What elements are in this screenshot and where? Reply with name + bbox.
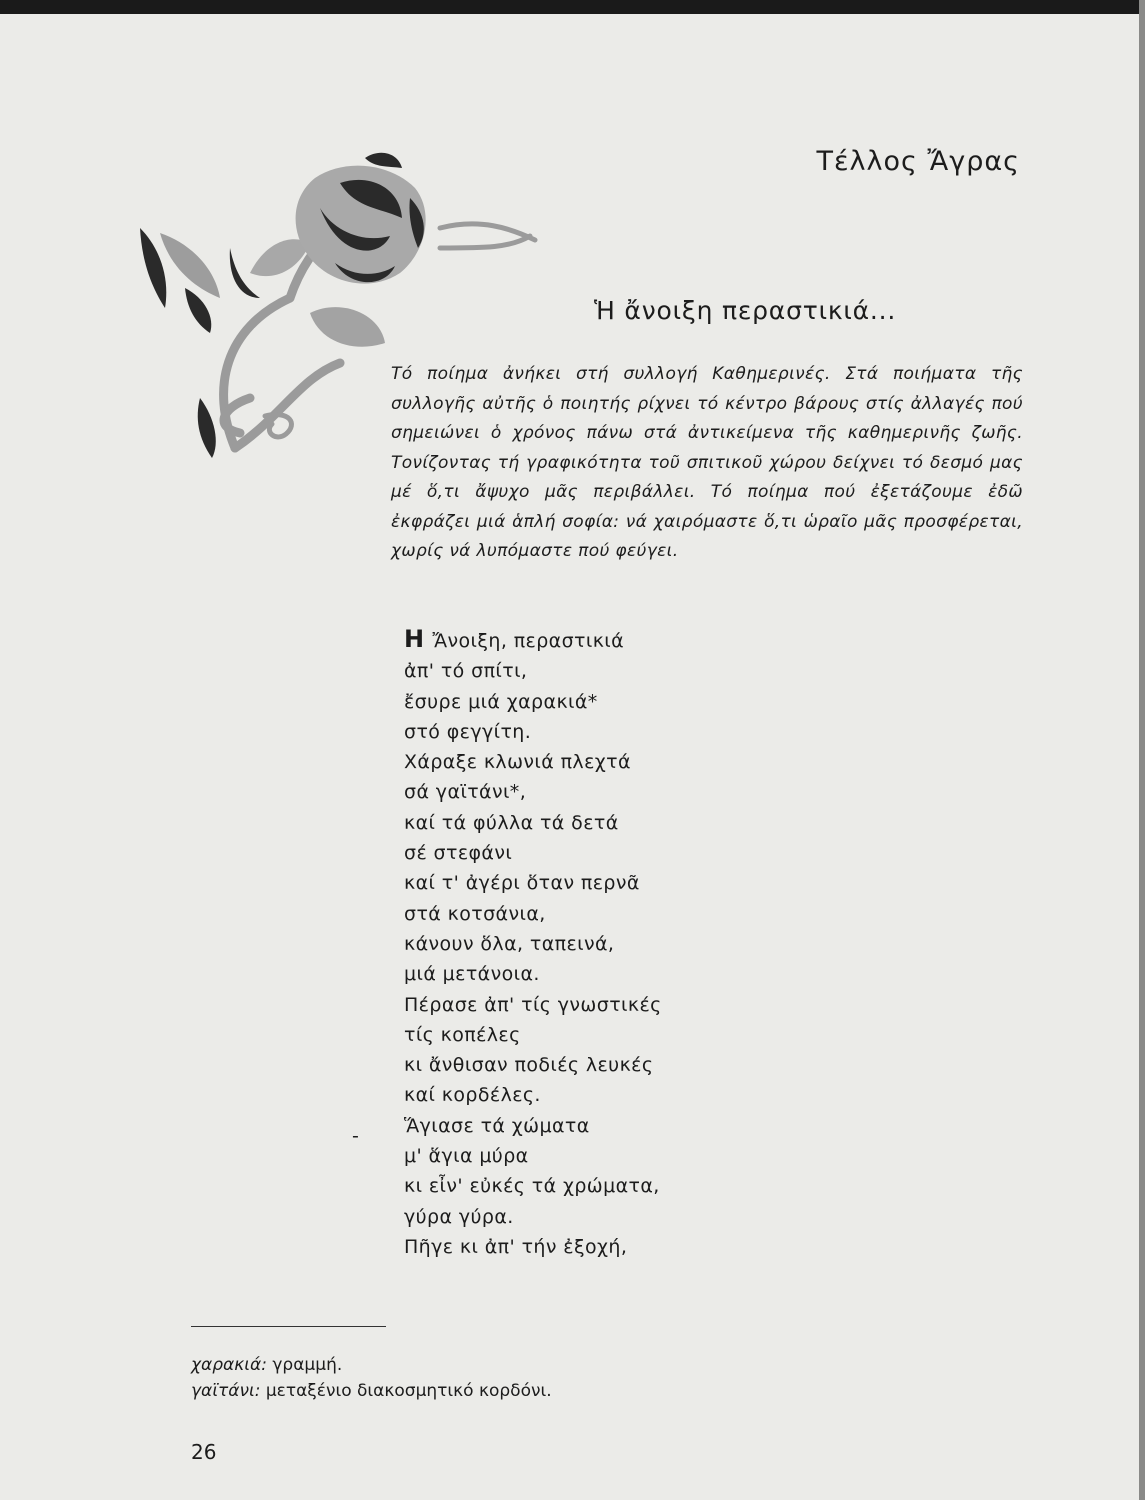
poem-body bbox=[404, 624, 662, 1262]
poem-first-line: Ἄνοιξη, περαστικιά bbox=[432, 630, 625, 652]
footnote-item bbox=[191, 1352, 552, 1378]
margin-dash: - bbox=[352, 1125, 359, 1147]
intro-paragraph: Τό ποίημα ἀνήκει στή συλλογή Καθημερινές. Στά ποιήματα τῆς συλλογῆς αὐτῆς ὁ ποιητής ρίχνει τό κέντρο βάρους στίς ἀλλαγές πού σημειώνει ὁ χρόνος πάνω στά ἀντικείμενα τῆς καθημερινῆς ζωῆς. Τονίζοντας τή γραφικότητα τοῦ σπιτικοῦ χώρου δείχνει τό δεσμό μας μέ ὅ,τι ἄψυχο μᾶς περιβάλλει. Τό ποίημα πού ἐξετάζουμε ἐδῶ ἐκφράζει μιά ἁπλή σοφία: νά χαιρόμαστε ὅ,τι ὡραῖο μᾶς προσφέρεται, χωρίς νά λυπόμαστε πού φεύγει. bbox=[391, 364, 1023, 561]
page-number: 26 bbox=[191, 1440, 217, 1464]
poem-line: κάνουν ὅλα, ταπεινά, bbox=[404, 932, 615, 955]
poem-line: καί τά φύλλα τά δετά bbox=[404, 811, 619, 834]
poem-line: Πέρασε ἀπ' τίς γνωστικές bbox=[404, 993, 662, 1016]
footnote-term: γαϊτάνι: bbox=[191, 1381, 261, 1401]
footnote-rule bbox=[191, 1326, 386, 1327]
poem-line: τίς κοπέλες bbox=[404, 1023, 521, 1046]
poem-line: στό φεγγίτη. bbox=[404, 720, 532, 743]
poem-line: Χάραξε κλωνιά πλεχτά bbox=[404, 751, 631, 774]
poem-line: Πῆγε κι ἀπ' τήν ἐξοχή, bbox=[404, 1235, 628, 1258]
poem-line: μ' ἅγια μύρα bbox=[404, 1145, 529, 1168]
footnote-item bbox=[191, 1378, 552, 1404]
footnotes bbox=[191, 1352, 552, 1404]
poem-line: γύρα γύρα. bbox=[404, 1205, 514, 1228]
poem-line: σέ στεφάνι bbox=[404, 842, 513, 865]
poem-line: κι ἄνθισαν ποδιές λευκές bbox=[404, 1054, 654, 1077]
footnote-definition: γραμμή. bbox=[272, 1355, 343, 1375]
poem-title: Ἡ ἄνοιξη περαστικιά... bbox=[594, 296, 897, 325]
scan-top-edge bbox=[0, 0, 1145, 14]
poem-line: ἀπ' τό σπίτι, bbox=[404, 660, 528, 683]
footnote-definition: μεταξένιο διακοσμητικό κορδόνι. bbox=[265, 1381, 552, 1401]
poem-line: Ἅγιασε τά χώματα bbox=[404, 1114, 590, 1137]
footnote-term: χαρακιά: bbox=[191, 1355, 267, 1375]
poem-line: μιά μετάνοια. bbox=[404, 963, 540, 986]
poem-line: κι εἶν' εὐκές τά χρώματα, bbox=[404, 1175, 660, 1198]
poem-line: καί τ' ἀγέρι ὅταν περνᾶ bbox=[404, 872, 640, 895]
poem-dropcap: Η bbox=[404, 625, 425, 653]
poem-line: στά κοτσάνια, bbox=[404, 902, 546, 925]
poem-line: ἔσυρε μιά χαρακιά* bbox=[404, 690, 598, 713]
scan-right-edge bbox=[1139, 0, 1145, 1500]
poem-line bbox=[404, 624, 662, 656]
poem-line: καί κορδέλες. bbox=[404, 1084, 541, 1107]
poem-line: σά γαϊτάνι*, bbox=[404, 781, 527, 804]
author-name: Τέλλος Ἄγρας bbox=[816, 146, 1020, 177]
